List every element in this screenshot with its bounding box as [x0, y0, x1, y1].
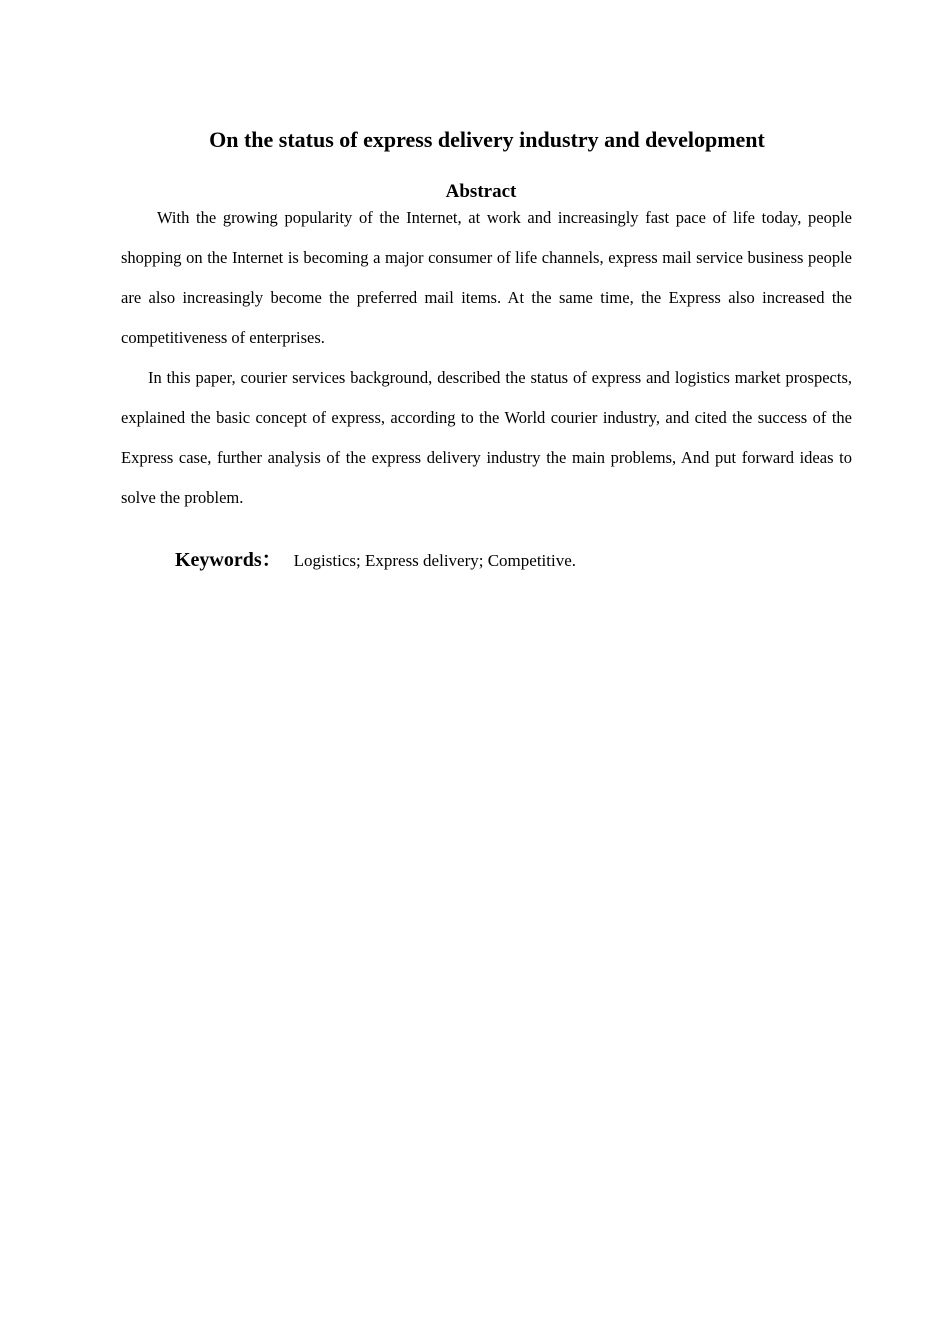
abstract-paragraph-2: In this paper, courier services background, described the status of express and logistics market prospects, explained the basic concept of express, according to the World courier industry, and cited the success of the Express case, further analysis of the express delivery industry the main problems, And put forward ideas to solve the problem.: [121, 368, 852, 507]
keywords-label: Keywords: [175, 549, 262, 571]
keywords-colon: ：: [261, 549, 282, 571]
document-title: On the status of express delivery industry and development: [209, 127, 765, 152]
keywords-values: Logistics; Express delivery; Competitive.: [293, 551, 577, 570]
keywords-line: [175, 546, 835, 576]
abstract-heading: Abstract: [445, 181, 517, 202]
abstract-paragraph-1: With the growing popularity of the Internet, at work and increasingly fast pace of life today, people shopping on the Internet is becoming a major consumer of life channels, express mail service business people are also increasingly become the preferred mail items. At the same time, the Express also increased the competitiveness of enterprises.: [121, 208, 852, 347]
